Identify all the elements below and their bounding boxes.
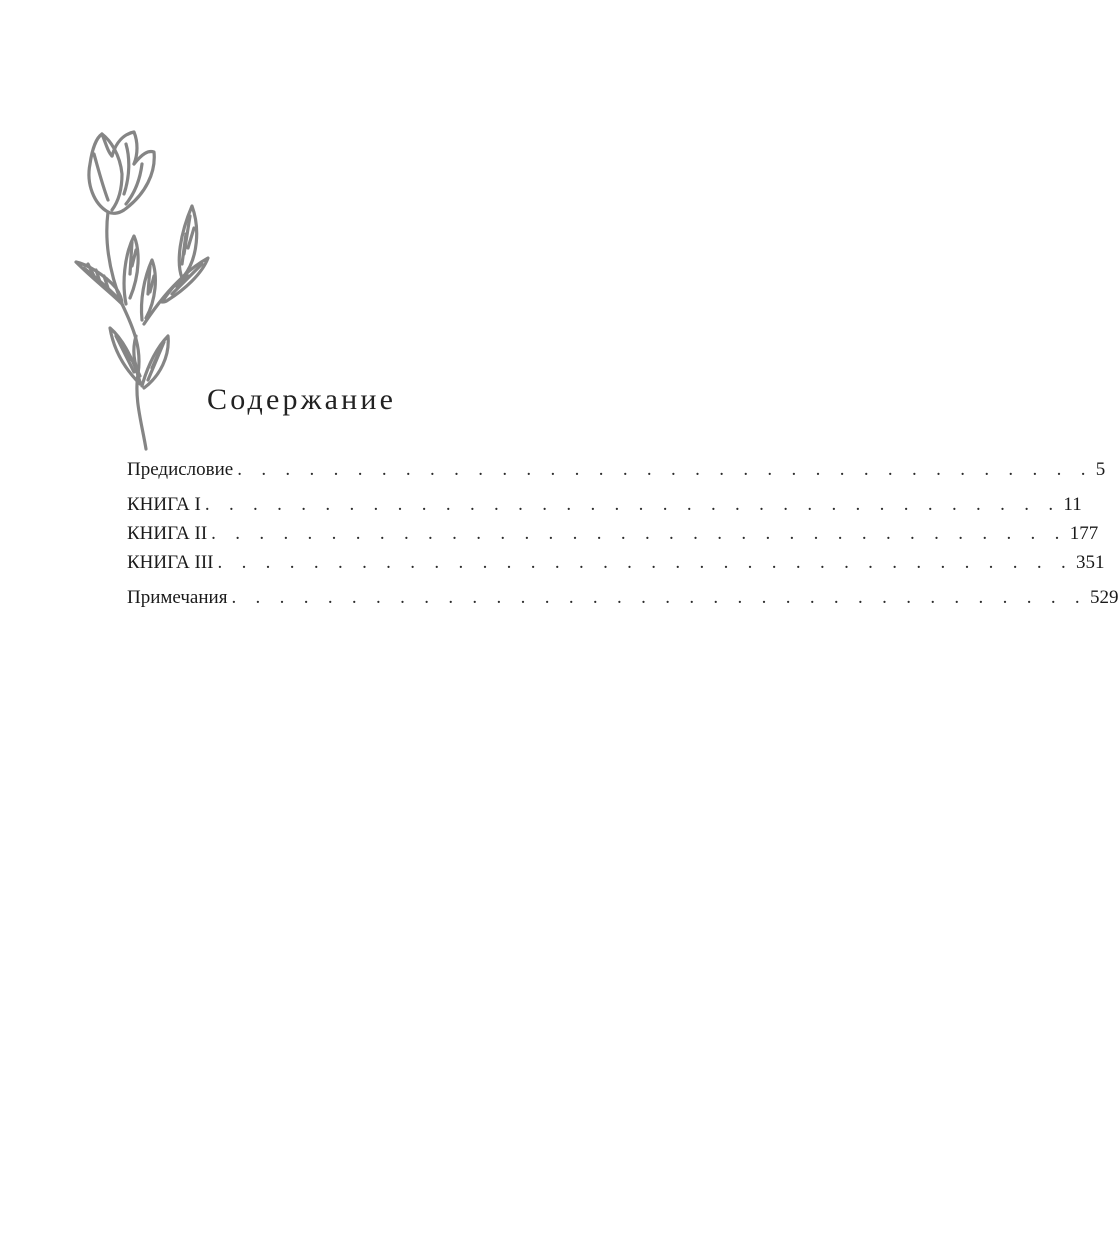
toc-entry-page: 529 (1090, 587, 1119, 608)
toc-entry-book-1[interactable] (127, 490, 1082, 519)
toc-entry-label: КНИГА III (127, 552, 214, 573)
toc-entry-page: 5 (1095, 459, 1106, 480)
toc-entry-notes[interactable] (127, 583, 1119, 612)
dot-leader: . . . . . . . . . . . . . . . . . . . . . . . . . . . . . . . . . . . . (231, 587, 1087, 608)
dot-leader: . . . . . . . . . . . . . . . . . . . . . . . . . . . . . . . . . . . . (204, 494, 1061, 515)
toc-entry-page: 177 (1069, 523, 1099, 544)
toc-entry-book-3[interactable] (127, 548, 1105, 577)
toc-entry-label: Предисловие (127, 459, 234, 480)
table-of-contents (127, 455, 1119, 612)
toc-entry-label: КНИГА II (127, 523, 208, 544)
dot-leader: . . . . . . . . . . . . . . . . . . . . . . . . . . . . . . . . . . . . (237, 459, 1093, 480)
toc-entry-preface[interactable] (127, 455, 1106, 484)
dot-leader: . . . . . . . . . . . . . . . . . . . . . . . . . . . . . . . . . . . . (217, 552, 1074, 573)
toc-entry-page: 11 (1063, 494, 1082, 515)
toc-entry-label: Примечания (127, 587, 228, 608)
toc-entry-page: 351 (1076, 552, 1105, 573)
tulip-sketch-icon (64, 124, 220, 454)
dot-leader: . . . . . . . . . . . . . . . . . . . . . . . . . . . . . . . . . . . . (211, 523, 1067, 544)
page-title: Содержание (207, 383, 397, 416)
toc-entry-book-2[interactable] (127, 519, 1099, 548)
toc-entry-label: КНИГА I (127, 494, 201, 515)
